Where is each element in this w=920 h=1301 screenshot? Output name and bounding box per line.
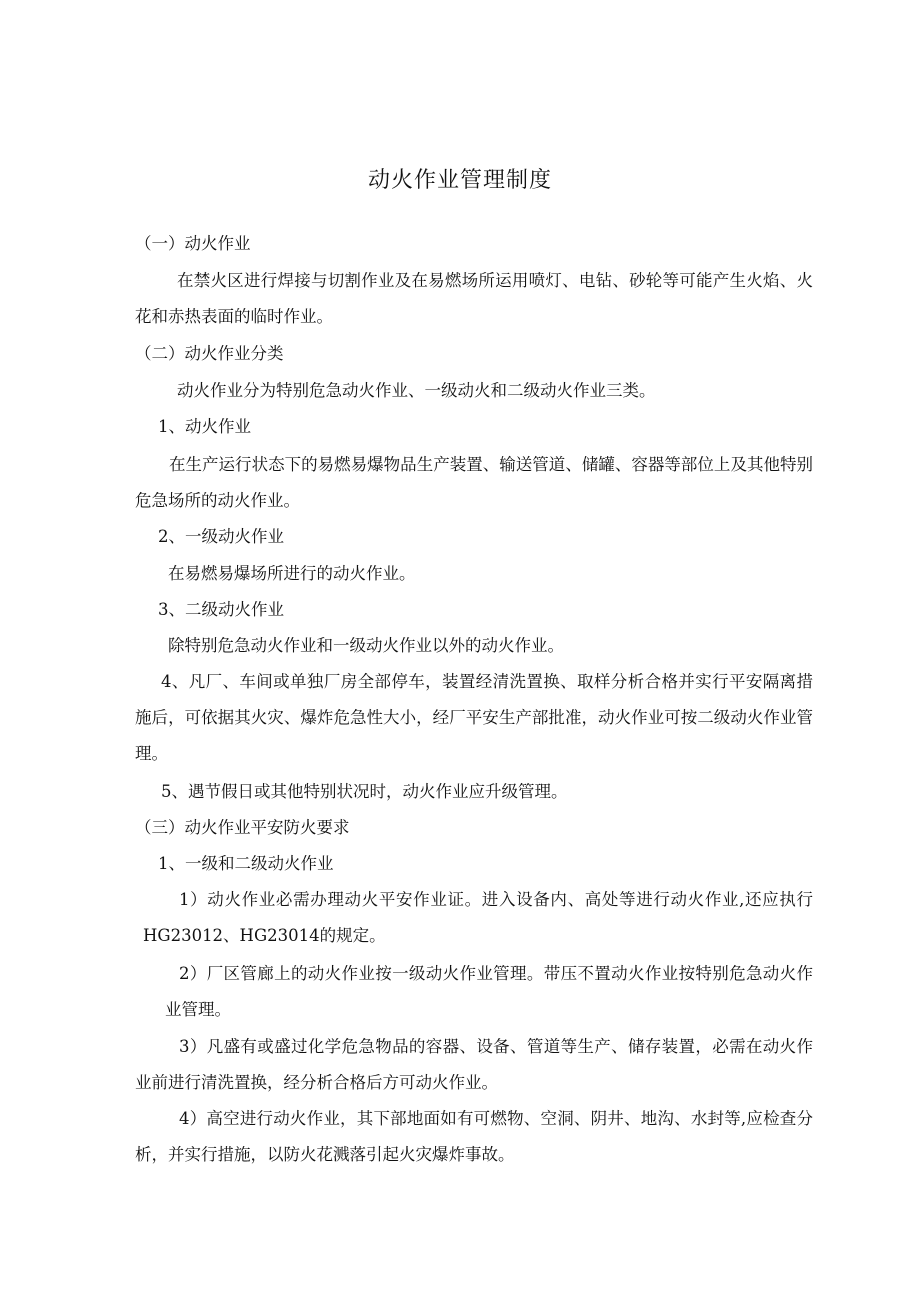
section-3-paragraph-2: 2）厂区管廊上的动火作业按一级动火作业管理。带压不置动火作业按特别危急动火作业管理。 — [165, 964, 813, 1019]
section-1-heading: （一）动火作业 — [135, 234, 251, 253]
section-2-item-1-heading: 1、动火作业 — [158, 417, 251, 436]
section-3-paragraph-4: 4）高空进行动火作业，其下部地面如有可燃物、空洞、阴井、地沟、水封等,应检查分析，并实行措施，以防火花溅落引起火灾爆炸事故。 — [135, 1109, 813, 1164]
section-3-paragraph-3: 3）凡盛有或盛过化学危急物品的容器、设备、管道等生产、储存装置，必需在动火作业前进行清洗置换，经分析合格后方可动火作业。 — [135, 1037, 813, 1092]
section-3-item-1-heading: 1、一级和二级动火作业 — [158, 854, 334, 873]
section-3-paragraph-1: 1）动火作业必需办理动火平安作业证。进入设备内、高处等进行动火作业,还应执行HG23012、HG23014的规定。 — [143, 890, 813, 945]
section-2-intro: 动火作业分为特别危急动火作业、一级动火和二级动火作业三类。 — [177, 381, 656, 400]
section-2-item-5-text: 5、遇节假日或其他特别状况时，动火作业应升级管理。 — [161, 782, 568, 801]
section-2-item-2-text: 在易燃易爆场所进行的动火作业。 — [168, 564, 416, 583]
section-2-item-1-text: 在生产运行状态下的易燃易爆物品生产装置、输送管道、储罐、容器等部位上及其他特别危急场所的动火作业。 — [135, 455, 813, 510]
section-3-heading: （三）动火作业平安防火要求 — [135, 818, 350, 837]
section-2-item-3-heading: 3、二级动火作业 — [158, 600, 284, 619]
section-2-item-3-text: 除特别危急动火作业和一级动火作业以外的动火作业。 — [168, 636, 564, 655]
section-2-heading: （二）动火作业分类 — [135, 344, 284, 363]
document-title: 动火作业管理制度 — [367, 168, 552, 193]
section-2-item-2-heading: 2、一级动火作业 — [158, 527, 284, 546]
section-2-item-4-text: 4、凡厂、车间或单独厂房全部停车，装置经清洗置换、取样分析合格并实行平安隔离措施后，可依据其火灾、爆炸危急性大小，经厂平安生产部批准，动火作业可按二级动火作业管理。 — [135, 672, 813, 763]
section-1-text: 在禁火区进行焊接与切割作业及在易燃场所运用喷灯、电钻、砂轮等可能产生火焰、火花和赤热表面的临时作业。 — [135, 271, 813, 326]
